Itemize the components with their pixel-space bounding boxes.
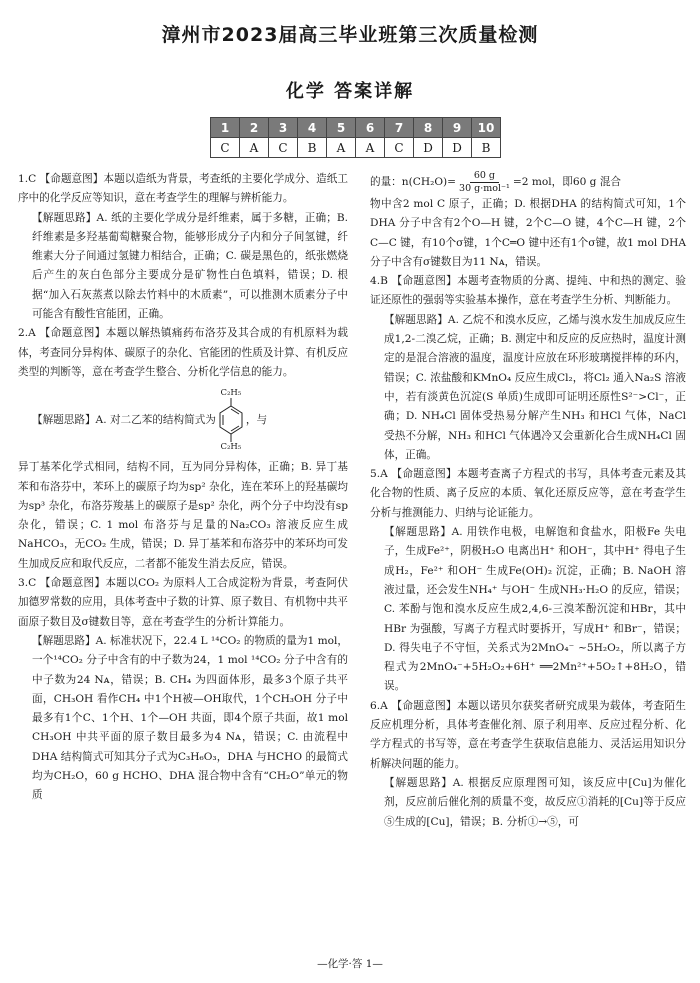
ethyl-bottom-label: C₂H₅ xyxy=(220,442,242,453)
page-footer: —化学·答 1— xyxy=(317,958,383,970)
answer-letter: A xyxy=(327,138,356,158)
q3-intent: 3.C 【命题意图】本题以CO₂ 为原料人工合成淀粉为背景，考查阿伏加德罗常数的应用，具体考查中子数的计算、原子数目、有机物中共平面原子数目及σ键数目等，意在考查学生的分析计算能力。 xyxy=(18,577,348,628)
q3-solution-cont: 物中含2 mol C 原子，正确；D. 根据DHA 的结构简式可知，1个DHA 分子中含有2个O—H 键，2个C—O 键，4个C—H 键，2个C—C 键，有10个σ键，1个C═O 键中还有1个σ键，故1 mol DHA 分子中含有σ键数目为11 Nᴀ，错误。 xyxy=(370,198,686,268)
question-number: 7 xyxy=(385,118,414,138)
left-column xyxy=(18,170,348,806)
question-number: 1 xyxy=(211,118,240,138)
question-number: 2 xyxy=(240,118,269,138)
question-number: 10 xyxy=(472,118,501,138)
answer-number-row xyxy=(211,118,501,138)
answer-letter: B xyxy=(298,138,327,158)
question-number: 9 xyxy=(443,118,472,138)
q4-solution: 【解题思路】A. 乙烷不和溴水反应，乙烯与溴水发生加成反应生成1,2-二溴乙烷，正确；B. 测定中和反应的反应热时，温度计测定的是混合溶液的温度，温度计应放在环形玻璃搅拌棒的环内，错误；C. 浓盐酸和KMnO₄ 反应生成Cl₂，将Cl₂ 通入Na₂S 溶液中，若有淡黄色沉淀(S 单质)生成即可证明还原性S²⁻>Cl⁻，正确；D. NH₄Cl 固体受热易分解产生NH₃ 和HCl 气体，NaCl 受热不分解，NH₃ 和HCl 气体遇冷又会重新化合生成NH₄Cl 固体，正确。 xyxy=(384,313,686,461)
q5-solution: 【解题思路】A. 用铁作电极，电解饱和食盐水，阳极Fe 失电子，生成Fe²⁺，阴极H₂O 电离出H⁺ 和OH⁻，其中H⁺ 得电子生成H₂，Fe²⁺ 和OH⁻ 生成Fe(OH)₂ 沉淀，正确；B. NaOH 溶液过量，还会发生NH₄⁺ 与OH⁻ 生成NH₃·H₂O 的反应，错误；C. 苯酚与饱和溴水反应生成2,4,6-三溴苯酚沉淀和HBr，其中HBr 为强酸，写离子方程式时要拆开，写成H⁺ 和Br⁻，错误；D. 得失电子不守恒，关系式为2MnO₄⁻ ~5H₂O₂，所以离子方程式为2MnO₄⁻+5H₂O₂+6H⁺ ══2Mn²⁺+5O₂↑+8H₂O，错误。 xyxy=(384,526,686,693)
answer-letter: C xyxy=(269,138,298,158)
question-number: 6 xyxy=(356,118,385,138)
question-number: 5 xyxy=(327,118,356,138)
answer-letter: D xyxy=(414,138,443,158)
q3-formula-line xyxy=(370,170,686,195)
q3-fraction xyxy=(459,170,510,195)
q1-solution: 【解题思路】A. 纸的主要化学成分是纤维素，属于多糖，正确；B. 纤维素是多羟基葡萄糖聚合物，能够形成分子内和分子间氢键，纤维素大分子间通过氢键力相结合，正确；C. 碳是黑色的，纸张燃烧后产生的灰白色部分主要成分是矿物性白色填料，错误；D. 根据“加入石灰蒸煮以除去竹料中的木质素”，可以推测木质素分子中可能含有酸性官能团，正确。 xyxy=(32,211,348,321)
answer-letter: A xyxy=(356,138,385,158)
answer-letter: C xyxy=(385,138,414,158)
page-title: 漳州市2023届高三毕业班第三次质量检测 xyxy=(161,24,539,46)
q6-solution: 【解题思路】A. 根据反应原理图可知，该反应中[Cu]为催化剂，反应前后催化剂的质量不变，故反应①消耗的[Cu]等于反应⑤生成的[Cu]，错误；B. 分析①→⑤，可 xyxy=(384,776,686,828)
q5-intent: 5.A 【命题意图】本题考查离子方程式的书写，具体考查元素及其化合物的性质、离子反应的本质、氧化还原反应等，意在考查学生分析与推测能力、归纳与论证能力。 xyxy=(370,468,686,519)
diethylbenzene-structure xyxy=(218,388,244,452)
answer-letter: B xyxy=(472,138,501,158)
fraction-denominator: 30 g·mol⁻¹ xyxy=(459,183,510,194)
answer-letter: D xyxy=(443,138,472,158)
page-subtitle: 化学 答案详解 xyxy=(285,81,415,102)
fraction-numerator: 60 g xyxy=(470,170,499,183)
q3-solution: 【解题思路】A. 标准状况下，22.4 L ¹⁴CO₂ 的物质的量为1 mol，一个¹⁴CO₂ 分子中含有的中子数为24，1 mol ¹⁴CO₂ 分子中含有的中子数为24 Nᴀ，错误；B. CH₄ 为四面体形，最多3个原子共平面，CH₃OH 看作CH₄ 中1个H被—OH取代，1个CH₃OH 分子中最多有1个C、1个H、1个—OH 共面，即4个原子共面，故1 mol CH₃OH 中共平面的原子数目最多为4 Nᴀ，错误；C. 由流程中DHA 结构简式可知其分子式为C₃H₆O₃，DHA 与HCHO 的最简式均为CH₂O，60 g HCHO、DHA 混合物中含有“CH₂O”单元的物质 xyxy=(32,634,348,802)
q2-solution-comma: ，与 xyxy=(245,413,268,426)
q2-solution-start: 【解题思路】A. 对二乙苯的结构简式为 xyxy=(32,413,216,426)
q1-intent: 1.C 【命题意图】本题以造纸为背景，考查纸的主要化学成分、造纸工序中的化学反应等知识，意在考查学生的理解与辨析能力。 xyxy=(18,173,348,205)
q2-intent: 2.A 【命题意图】本题以解热镇痛药布洛芬及其合成的有机原料为载体，考查同分异构体、碳原子的杂化、官能团的性质及计算、有机反应类型的判断等，意在考查学生整合、分析化学信息的能力。 xyxy=(18,327,348,378)
q3-formula-prefix: 的量：n(CH₂O)= xyxy=(370,175,457,188)
q3-formula-suffix: =2 mol，即60 g 混合 xyxy=(512,175,622,188)
answer-letter: C xyxy=(211,138,240,158)
answer-table xyxy=(210,117,501,158)
q2-solution: 异丁基苯化学式相同，结构不同，互为同分异构体，正确；B. 异丁基苯和布洛芬中，苯环上的碳原子均为sp² 杂化，连在苯环上的羟基碳均为sp³ 杂化，布洛芬羧基上的碳原子是sp² 杂化，两个分子中均没有sp 杂化，错误；C. 1 mol 布洛芬与足量的Na₂CO₃ 溶液反应生成NaHCO₃，无CO₂ 生成，错误；D. 异丁基苯和布洛芬中的苯环均可发生加成反应和取代反应，二者都不能发生消去反应，错误。 xyxy=(18,461,348,570)
question-number: 8 xyxy=(414,118,443,138)
right-column xyxy=(370,170,686,832)
q2-structure-line xyxy=(18,388,348,452)
benzene-ring-icon xyxy=(218,398,244,442)
question-number: 3 xyxy=(269,118,298,138)
answer-letter-row xyxy=(211,138,501,158)
ethyl-top-label: C₂H₅ xyxy=(220,388,242,399)
answer-letter: A xyxy=(240,138,269,158)
question-number: 4 xyxy=(298,118,327,138)
q4-intent: 4.B 【命题意图】本题考查物质的分离、提纯、中和热的测定、验证还原性的强弱等实验基本操作，意在考查学生分析、判断能力。 xyxy=(370,275,686,307)
q6-intent: 6.A 【命题意图】本题以诺贝尔获奖者研究成果为载体，考查陌生反应机理分析，具体考查催化剂、原子利用率、反应过程分析、化学方程式的书写等，意在考查学生获取信息能力、灵活运用知识分析解决问题的能力。 xyxy=(370,699,686,770)
